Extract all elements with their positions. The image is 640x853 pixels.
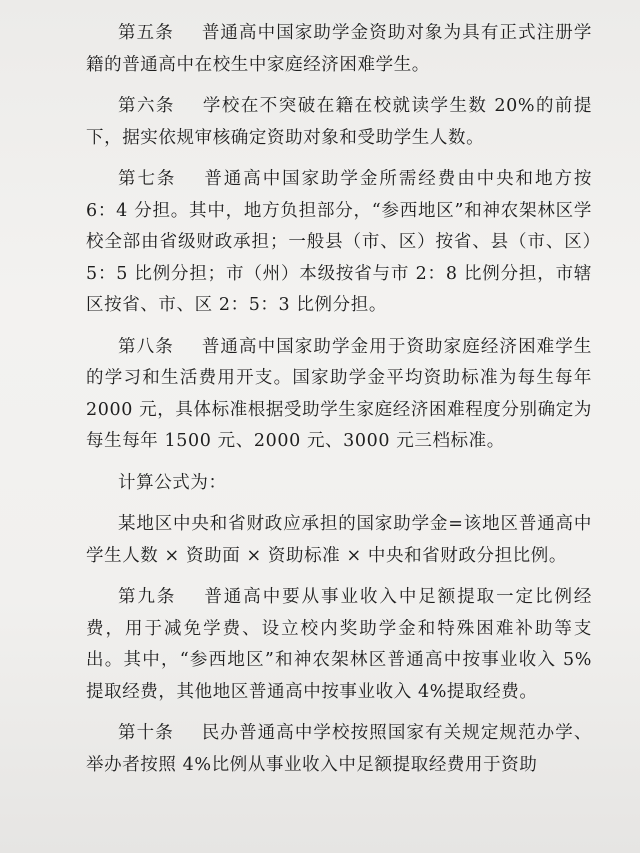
article-10-paragraph — [86, 718, 592, 781]
article-9-number: 第九条 — [118, 587, 177, 607]
formula-heading — [86, 468, 592, 500]
article-8-paragraph — [86, 332, 592, 458]
article-6-number: 第六条 — [118, 96, 175, 116]
formula-paragraph — [86, 509, 592, 572]
article-7-number: 第七条 — [118, 169, 177, 189]
article-6-paragraph — [86, 91, 592, 154]
formula-text: 某地区中央和省财政应承担的国家助学金=该地区普通高中学生人数 × 资助面 × 资助标准 × 中央和省财政分担比例。 — [86, 514, 592, 566]
article-8-text: 普通高中国家助学金用于资助家庭经济困难学生的学习和生活费用开支。国家助学金平均资助标准为每生每年 2000 元，具体标准根据受助学生家庭经济困难程度分别确定为每生每年 1500 元、2000 元、3000 元三档标准。 — [86, 336, 592, 451]
article-5-text: 普通高中国家助学金资助对象为具有正式注册学籍的普通高中在校生中家庭经济困难学生。 — [86, 23, 592, 75]
article-7-paragraph — [86, 164, 592, 322]
article-7-text: 普通高中国家助学金所需经费由中央和地方按 6：4 分担。其中，地方负担部分，“参西地区”和神农架林区学校全部由省级财政承担；一般县（市、区）按省、县（市、区）5：5 比例分担；市（州）本级按省与市 2：8 比例分担，市辖区按省、市、区 2：5：3 比例分担。 — [86, 169, 592, 315]
article-8-number: 第八条 — [118, 336, 174, 357]
article-9-paragraph — [86, 582, 592, 708]
article-5-number: 第五条 — [118, 23, 174, 43]
formula-heading-text: 计算公式为： — [118, 472, 227, 493]
article-10-text: 民办普通高中学校按照国家有关规定规范办学、举办者按照 4%比例从事业收入中足额提取经费用于资助 — [86, 723, 592, 775]
article-6-text: 学校在不突破在籍在校就读学生数 20%的前提下，据实依规审核确定资助对象和受助学生人数。 — [86, 96, 592, 148]
article-9-text: 普通高中要从事业收入中足额提取一定比例经费，用于减免学费、设立校内奖助学金和特殊困难补助等支出。其中，“参西地区”和神农架林区普通高中按事业收入 5%提取经费，其他地区普通高中按事业收入 4%提取经费。 — [86, 587, 592, 702]
article-5-paragraph — [86, 18, 592, 81]
article-10-number: 第十条 — [118, 723, 174, 743]
